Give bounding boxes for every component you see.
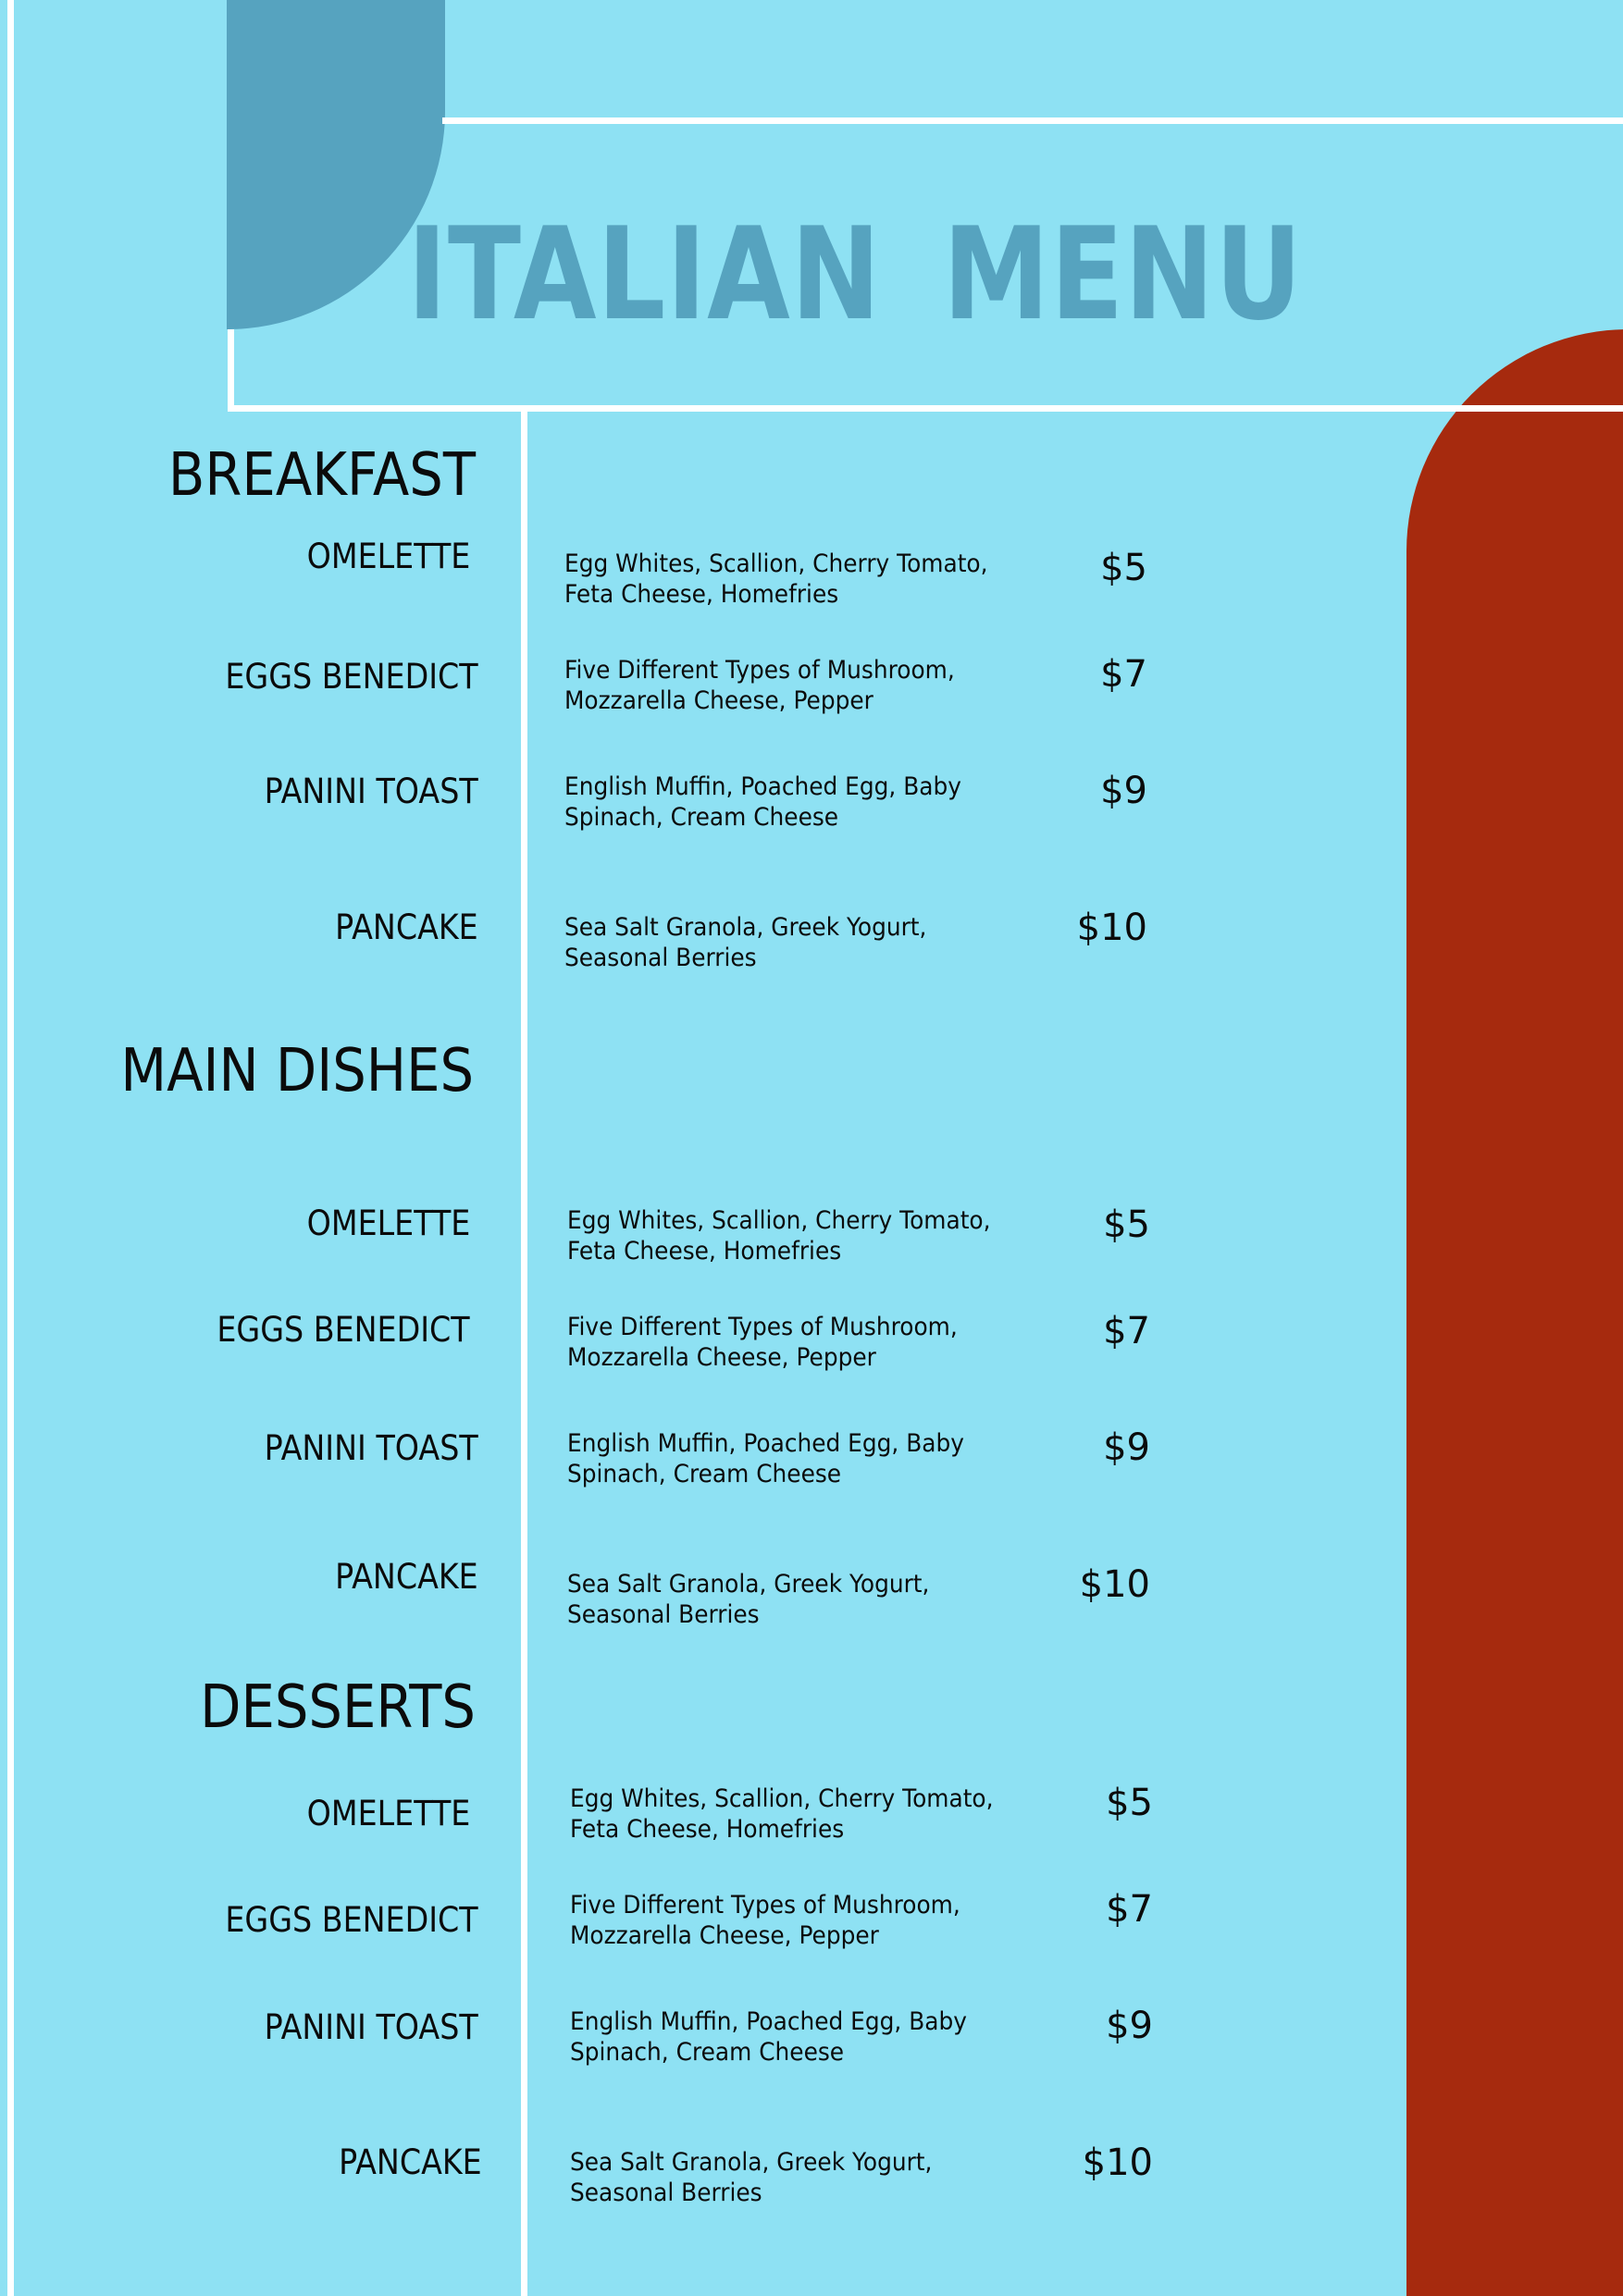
menu-item-price: $10 bbox=[1079, 1563, 1150, 1606]
menu-item-name: PANINI TOAST bbox=[264, 2007, 478, 2047]
menu-item-price: $9 bbox=[1106, 2005, 1153, 2047]
menu-item-name: PANCAKE bbox=[339, 2142, 482, 2182]
menu-item-price: $7 bbox=[1100, 653, 1147, 696]
menu-item-price: $9 bbox=[1103, 1426, 1150, 1469]
menu-item-description bbox=[570, 2006, 1047, 2068]
header-top-line bbox=[442, 117, 1623, 124]
description-line: Mozzarella Cheese, Pepper bbox=[570, 1921, 879, 1950]
description-line: Five Different Types of Mushroom, bbox=[567, 1313, 958, 1341]
description-line: Spinach, Cream Cheese bbox=[564, 803, 839, 832]
menu-item-name: PANCAKE bbox=[335, 907, 478, 947]
section-heading-breakfast: BREAKFAST bbox=[167, 441, 476, 510]
description-line: Egg Whites, Scallion, Cherry Tomato, bbox=[570, 1784, 994, 1813]
description-line: Seasonal Berries bbox=[567, 1600, 760, 1629]
menu-item-price: $10 bbox=[1076, 907, 1147, 949]
description-line: Egg Whites, Scallion, Cherry Tomato, bbox=[567, 1206, 991, 1235]
menu-item-name: PANINI TOAST bbox=[264, 772, 478, 811]
menu-item-description bbox=[570, 1890, 1047, 1951]
description-line: Seasonal Berries bbox=[564, 944, 757, 972]
menu-item-name: PANINI TOAST bbox=[264, 1428, 478, 1468]
menu-item-price: $7 bbox=[1106, 1888, 1153, 1931]
menu-item-name: OMELETTE bbox=[306, 537, 470, 576]
menu-item-price: $5 bbox=[1103, 1204, 1150, 1246]
section-heading-desserts: DESSERTS bbox=[200, 1673, 476, 1742]
menu-item-name: EGGS BENEDICT bbox=[225, 657, 478, 697]
description-line: Five Different Types of Mushroom, bbox=[564, 656, 955, 685]
description-line: Sea Salt Granola, Greek Yogurt, bbox=[570, 2148, 933, 2177]
description-line: Mozzarella Cheese, Pepper bbox=[567, 1343, 876, 1372]
description-line: Mozzarella Cheese, Pepper bbox=[564, 686, 873, 715]
description-line: Sea Salt Granola, Greek Yogurt, bbox=[564, 913, 927, 942]
description-line: English Muffin, Poached Egg, Baby bbox=[570, 2007, 967, 2036]
description-line: Feta Cheese, Homefries bbox=[570, 1815, 845, 1844]
menu-item-name: OMELETTE bbox=[306, 1794, 470, 1833]
menu-item-price: $5 bbox=[1100, 547, 1147, 589]
description-line: Spinach, Cream Cheese bbox=[570, 2038, 845, 2067]
description-line: Feta Cheese, Homefries bbox=[564, 580, 839, 609]
description-line: Five Different Types of Mushroom, bbox=[570, 1891, 960, 1920]
menu-item-description bbox=[564, 772, 1041, 833]
column-divider-line bbox=[521, 412, 527, 2296]
description-line: English Muffin, Poached Egg, Baby bbox=[564, 772, 961, 801]
menu-item-name: OMELETTE bbox=[306, 1204, 470, 1243]
menu-item-description bbox=[564, 549, 1041, 610]
menu-item-description bbox=[564, 912, 1041, 973]
header-left-line bbox=[228, 329, 234, 412]
menu-item-name: EGGS BENEDICT bbox=[217, 1310, 470, 1350]
decorative-red-shape bbox=[1406, 329, 1623, 2296]
left-border-line bbox=[7, 0, 14, 2296]
menu-item-description bbox=[567, 1312, 1044, 1373]
description-line: English Muffin, Poached Egg, Baby bbox=[567, 1429, 964, 1458]
menu-title: ITALIAN MENU bbox=[407, 200, 1303, 349]
menu-item-price: $5 bbox=[1106, 1782, 1153, 1824]
menu-item-description bbox=[567, 1569, 1044, 1630]
description-line: Egg Whites, Scallion, Cherry Tomato, bbox=[564, 549, 988, 578]
menu-item-description bbox=[570, 1784, 1047, 1845]
menu-item-description bbox=[570, 2147, 1047, 2208]
description-line: Spinach, Cream Cheese bbox=[567, 1460, 842, 1488]
description-line: Seasonal Berries bbox=[570, 2179, 762, 2207]
menu-item-name: EGGS BENEDICT bbox=[225, 1900, 478, 1940]
description-line: Sea Salt Granola, Greek Yogurt, bbox=[567, 1570, 930, 1599]
description-line: Feta Cheese, Homefries bbox=[567, 1237, 842, 1265]
menu-item-description bbox=[567, 1428, 1044, 1489]
menu-item-price: $10 bbox=[1082, 2142, 1153, 2184]
menu-item-description bbox=[567, 1205, 1044, 1266]
menu-item-description bbox=[564, 655, 1041, 716]
menu-item-price: $7 bbox=[1103, 1310, 1150, 1352]
menu-item-name: PANCAKE bbox=[335, 1557, 478, 1597]
header-bottom-line bbox=[228, 405, 1623, 412]
section-heading-main-dishes: MAIN DISHES bbox=[120, 1037, 474, 1105]
menu-item-price: $9 bbox=[1100, 770, 1147, 812]
